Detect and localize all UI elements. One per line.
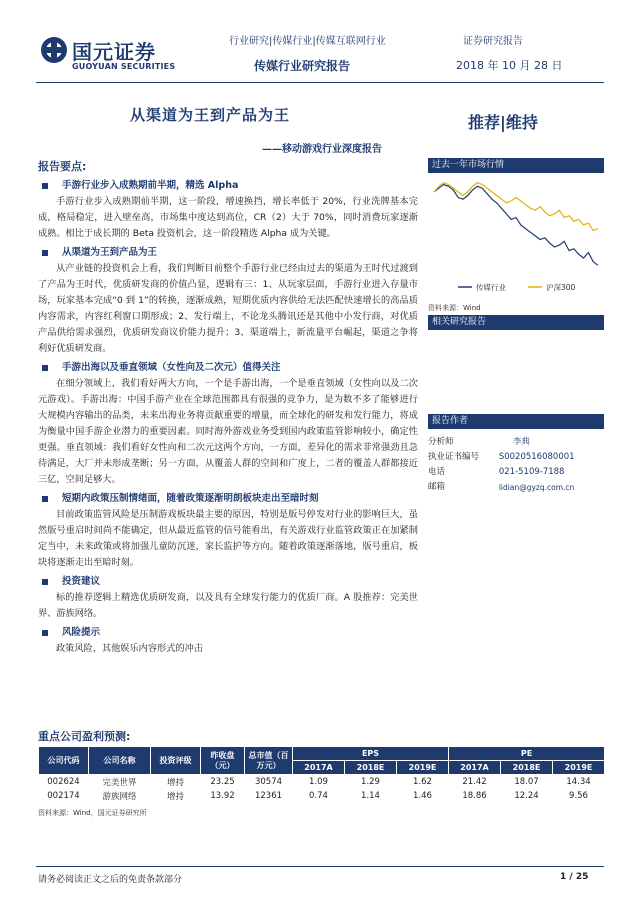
cell-pe: 18.86 xyxy=(462,790,487,801)
col-pe: PE xyxy=(449,747,605,761)
related-heading: 相关研究报告 xyxy=(428,315,604,330)
col-rating: 投资评级 xyxy=(151,747,201,775)
summary-section xyxy=(38,574,418,622)
section-title: 手游行业步入成熟期前半期，精选 Alpha xyxy=(38,178,418,194)
sidebar xyxy=(428,158,604,495)
table-row xyxy=(39,775,605,789)
company-logo xyxy=(40,36,240,76)
legend-label: 传媒行业 xyxy=(476,283,506,292)
chart-source: 资料来源：Wind xyxy=(428,304,481,312)
col-year: 2017A xyxy=(449,761,501,775)
author-row xyxy=(428,480,604,495)
legend-label: 沪深300 xyxy=(546,283,576,292)
table-row xyxy=(39,789,605,803)
cell-eps: 1.62 xyxy=(413,776,432,787)
analyst-label: 分析师 xyxy=(428,437,454,447)
forecast-source: 资料来源：Wind，国元证券研究所 xyxy=(38,809,147,817)
col-year: 2019E xyxy=(553,761,605,775)
market-chart xyxy=(428,173,604,301)
col-year: 2018E xyxy=(345,761,397,775)
phone-value: 021-5109-7188 xyxy=(498,467,565,477)
summary-sections xyxy=(38,178,418,657)
forecast-table xyxy=(38,746,605,803)
section-title: 风险提示 xyxy=(38,625,418,641)
author-info xyxy=(428,435,604,495)
logo-mark-icon xyxy=(40,36,68,64)
section-paragraph: 标的推荐逻辑上精选优质研发商，以及具有全球发行能力的优质厂商。A 股推荐：完美世界、游族网络。 xyxy=(38,592,418,619)
summary-section xyxy=(38,178,418,242)
cell-name: 完美世界 xyxy=(102,777,137,788)
summary-section xyxy=(38,245,418,357)
cell-rating: 增持 xyxy=(166,777,184,788)
cell-pe: 21.42 xyxy=(462,776,487,787)
col-year: 2017A xyxy=(293,761,345,775)
main-title: 从渠道为王到产品为王 xyxy=(130,106,291,124)
report-summary xyxy=(38,158,418,660)
cell-pe: 14.34 xyxy=(566,776,591,787)
section-title: 手游出海以及垂直领域（女性向及二次元）值得关注 xyxy=(38,360,418,376)
author-row xyxy=(428,450,604,465)
cell-pe: 18.07 xyxy=(514,776,539,787)
summary-section xyxy=(38,625,418,657)
col-year: 2018E xyxy=(501,761,553,775)
logo-name-en: GUOYUAN SECURITIES xyxy=(72,62,176,71)
cell-code: 002624 xyxy=(47,776,80,787)
footer-disclaimer: 请务必阅读正文之后的免责条款部分 xyxy=(38,875,183,885)
section-paragraph: 目前政策监管风险是压制游戏板块最主要的原因，特别是版号停发对行业的影响巨大，虽然版号重启时间尚不能确定，但从最近监管的信号能看出，有关游戏行业监管政策正在加紧制定当中，未来政策或将加强儿童防沉迷，家长监护等方向。随着政策逐渐落地，版号重启，板块将逐渐走出至暗时刻。 xyxy=(38,509,418,568)
rating-badge: 推荐|维持 xyxy=(468,113,538,132)
section-title: 短期内政策压制情绪面，随着政策逐渐明朗板块走出至暗时刻 xyxy=(38,491,418,507)
market-chart-svg xyxy=(428,173,604,301)
header-report-type: 证券研究报告 xyxy=(463,36,523,47)
summary-section xyxy=(38,360,418,488)
cell-price: 13.92 xyxy=(210,790,235,801)
section-paragraph: 从产业链的投资机会上看，我们判断目前整个手游行业已经由过去的渠道为王时代过渡到了产品为王时代，优质研发商的价值凸显，逻辑有三：1、从玩家层面，手游行业进入存量市场，玩家基本完成“0 到 1”的转换，逐渐成熟，短期优质内容供给无法匹配快速增长的高品质内容需求，内容红利窗口期形成；2、发行端上，不论龙头腾讯还是其他中小发行商，对优质产品供给需求强烈，优质研发商议价能力提升；3、渠道端上，新流量平台崛起，渠道之争将利好优质研发商。 xyxy=(38,263,418,354)
header-divider xyxy=(36,82,604,83)
series-line-0 xyxy=(434,185,598,266)
section-paragraph: 在细分领域上，我们看好两大方向，一个是手游出海，一个是垂直领域（女性向以及二次元游戏）。手游出海：中国手游产业在全球范围都具有很强的竞争力，是为数不多了能够进行大规模内容输出的品类，未来出海业务将贡献重要的增量，而全球化的研发和发行能力，将成为衡量中国手游企业潜力的重要因素。同时海外游戏业务受到国内政策监管影响较小，确定性更强。垂直领域：我们看好女性向和二次元这两个方向，一方面，差异化的需求非常强劲且急待满足，大厂并未形成垄断；另一方面，从覆盖人群的空间和广度上，二者的覆盖人群都接近三亿，空间足够大。 xyxy=(38,378,418,485)
cell-rating: 增持 xyxy=(166,791,184,802)
cell-name: 游族网络 xyxy=(102,791,137,802)
cell-eps: 1.29 xyxy=(361,776,380,787)
col-mcap: 总市值（百万元） xyxy=(245,747,293,775)
summary-heading: 报告要点: xyxy=(38,160,87,173)
col-eps: EPS xyxy=(293,747,449,761)
email-link[interactable]: lidian@gyzq.com.cn xyxy=(498,483,575,492)
header-date: 2018 年 10 月 28 日 xyxy=(456,59,563,72)
cert-value: S0020516080001 xyxy=(498,452,575,462)
cell-eps: 1.14 xyxy=(361,790,380,801)
series-line-1 xyxy=(434,183,598,231)
cell-eps: 1.09 xyxy=(309,776,328,787)
header-categories: 行业研究|传媒行业|传媒互联网行业 xyxy=(229,36,386,47)
summary-section xyxy=(38,491,418,571)
col-name: 公司名称 xyxy=(89,747,151,775)
section-title: 从渠道为王到产品为王 xyxy=(38,245,418,261)
footer-divider xyxy=(36,866,604,867)
author-row xyxy=(428,465,604,480)
col-code: 公司代码 xyxy=(39,747,89,775)
cell-pe: 9.56 xyxy=(569,790,588,801)
header-report-title: 传媒行业研究报告 xyxy=(254,59,351,73)
forecast-header-row xyxy=(39,747,605,761)
section-paragraph: 手游行业步入成熟期前半期，这一阶段，增速换挡，增长率低于 20%，行业洗牌基本完成，格局稳定，进入壁垒高，市场集中度达到高位，CR（2）大于 70%，同时消费玩家逐渐成熟。相比于成长期的 Beta 投资机会，这一阶段精选 Alpha 成为关键。 xyxy=(38,196,418,239)
cell-eps: 0.74 xyxy=(309,790,328,801)
cell-pe: 12.24 xyxy=(514,790,539,801)
col-year: 2019E xyxy=(397,761,449,775)
subtitle: ——移动游戏行业深度报告 xyxy=(262,144,382,155)
author-row xyxy=(428,435,604,450)
cert-label: 执业证书编号 xyxy=(428,452,480,462)
section-title: 投资建议 xyxy=(38,574,418,590)
market-heading: 过去一年市场行情 xyxy=(428,158,604,173)
phone-label: 电话 xyxy=(428,467,446,477)
cell-code: 002174 xyxy=(47,790,80,801)
author-heading: 报告作者 xyxy=(428,414,604,429)
cell-mcap: 12361 xyxy=(254,790,283,801)
cell-price: 23.25 xyxy=(210,776,235,787)
page-number: 1 / 25 xyxy=(560,872,589,882)
cell-eps: 1.46 xyxy=(413,790,432,801)
cell-mcap: 30574 xyxy=(254,776,283,787)
analyst-value: 李典 xyxy=(512,437,530,447)
logo-name-cn: 国元证券 xyxy=(72,40,156,64)
section-paragraph: 政策风险，其他娱乐内容形式的冲击 xyxy=(56,643,203,654)
forecast-title: 重点公司盈利预测: xyxy=(38,730,131,743)
col-price: 昨收盘（元） xyxy=(201,747,245,775)
email-label: 邮箱 xyxy=(428,482,446,492)
